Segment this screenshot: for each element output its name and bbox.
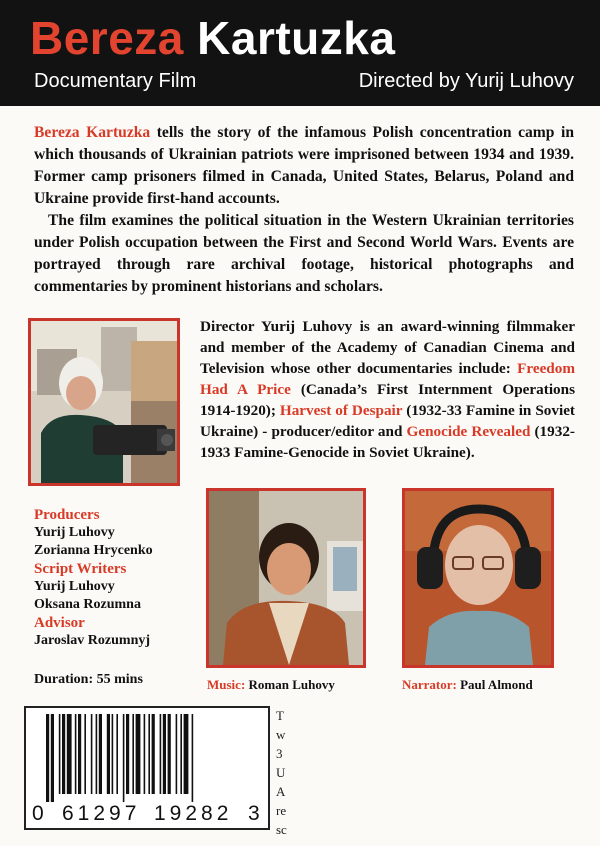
- barcode-bar: [192, 714, 194, 802]
- music-caption: [207, 677, 335, 693]
- bio-text-3: (1932-33 Famine in Soviet Ukraine) - producer/editor and: [200, 402, 575, 440]
- barcode-bar: [168, 714, 171, 794]
- barcode-bar: [62, 714, 65, 794]
- bio-text-2: (Canada’s First Internment Operations 1914-1920);: [200, 381, 575, 419]
- barcode-bar: [91, 714, 93, 794]
- barcode-bar: [163, 714, 166, 794]
- fragment-line: w: [276, 727, 286, 742]
- barcode-bar: [84, 714, 86, 794]
- producer-name: Zorianna Hrycenko: [34, 543, 153, 558]
- narrator-photo: [402, 488, 554, 668]
- advisor-name: Jaroslav Rozumnyj: [34, 633, 151, 648]
- barcode-bar: [144, 714, 146, 794]
- fragment-line: U: [276, 765, 286, 780]
- barcode-bar: [176, 714, 178, 794]
- fragment-line: sc: [276, 822, 287, 837]
- narrator-name: Paul Almond: [460, 677, 533, 692]
- barcode-bar: [75, 714, 77, 794]
- film-harvest-of-despair: Harvest of Despair: [279, 402, 403, 419]
- subtitle-director: Directed by Yurij Luhovy: [358, 70, 574, 92]
- film-freedom-had-a-price: Freedom Had A Price: [200, 360, 575, 398]
- producer-name: Yurij Luhovy: [34, 525, 115, 540]
- upc-barcode: [24, 706, 270, 830]
- barcode-bar: [184, 714, 189, 794]
- barcode-bar: [126, 714, 129, 794]
- advisor-label: Advisor: [34, 615, 85, 631]
- barcode-bar: [78, 714, 81, 794]
- header-banner: [0, 0, 600, 106]
- narrator-caption: [402, 677, 533, 693]
- subtitle-documentary: Documentary Film: [34, 70, 197, 92]
- music-label: Music:: [207, 677, 246, 692]
- barcode-bar: [152, 714, 155, 794]
- film-genocide-revealed: Genocide Revealed: [406, 423, 531, 440]
- barcode-digit-group: 19282: [154, 802, 233, 825]
- script-writers-label: Script Writers: [34, 561, 127, 577]
- barcode-bar: [59, 714, 61, 794]
- barcode-bar: [160, 714, 162, 794]
- barcode-bars: [26, 708, 268, 802]
- duration-text: Duration: 55 mins: [34, 672, 143, 687]
- fragment-line: 3: [276, 746, 283, 761]
- political-paragraph: The film examines the political situation in the Western Ukrainian territories under Polish occupation between the First and Second World Wars. Events are portrayed through rare archival footage, historical photographs and commentaries by prominent historians and scholars.: [34, 212, 574, 295]
- writer-name: Yurij Luhovy: [34, 579, 115, 594]
- barcode-bar: [99, 714, 102, 794]
- bio-text-4: (1932-1933 Famine-Genocide in Soviet Ukraine).: [200, 423, 575, 461]
- barcode-bar: [136, 714, 141, 794]
- barcode-bar: [116, 714, 118, 794]
- cropped-text-fragment: [276, 706, 287, 839]
- bio-text-1: Director Yurij Luhovy is an award-winning filmmaker and member of the Academy of Canadian Cinema and Television whose other documentaries include:: [200, 318, 575, 377]
- intro-highlight: Bereza Kartuzka: [34, 124, 151, 141]
- barcode-bar: [96, 714, 98, 794]
- barcode-digit-group: 3: [248, 802, 260, 825]
- barcode-digit-group: 0: [32, 802, 44, 825]
- fragment-line: A: [276, 784, 286, 799]
- barcode-bar: [67, 714, 72, 794]
- producers-label: Producers: [34, 507, 100, 523]
- barcode-digit-group: 61297: [62, 802, 141, 825]
- intro-text: tells the story of the infamous Polish concentration camp in which thousands of Ukrainian patriots were imprisoned between 1934 and 1939. Former camp prisoners filmed in Canada, United States, Belarus, Poland and Ukraine provide first-hand accounts.: [34, 124, 574, 207]
- barcode-bar: [51, 714, 54, 802]
- fragment-line: re: [276, 803, 287, 818]
- intro-paragraph: [34, 122, 574, 210]
- credits-block: [34, 506, 153, 650]
- barcode-bar: [123, 714, 125, 802]
- narrator-label: Narrator:: [402, 677, 457, 692]
- barcode-bar: [180, 714, 182, 794]
- title-part-2: Kartuzka: [197, 12, 396, 64]
- fragment-line: T: [276, 708, 284, 723]
- music-name: Roman Luhovy: [248, 677, 335, 692]
- barcode-bar: [46, 714, 49, 802]
- barcode-bar: [132, 714, 134, 794]
- writer-name: Oksana Rozumna: [34, 597, 141, 612]
- barcode-bar: [148, 714, 150, 794]
- barcode-bar: [112, 714, 114, 794]
- barcode-bar: [107, 714, 110, 794]
- director-photo: [28, 318, 180, 486]
- title-part-1: Bereza: [30, 12, 184, 64]
- film-title: [30, 10, 395, 66]
- composer-photo: [206, 488, 366, 668]
- director-bio: [200, 316, 575, 463]
